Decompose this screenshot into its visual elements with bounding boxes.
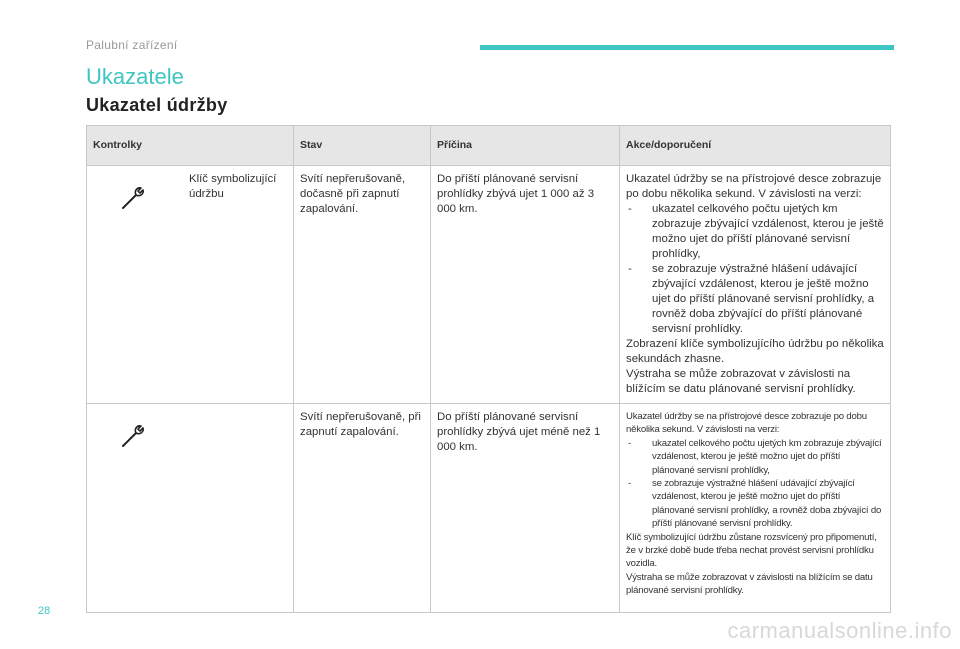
indicator-label: Klíč symbolizující údržbu — [183, 166, 294, 404]
table-header-row — [87, 126, 891, 166]
section-title: Ukazatele — [86, 64, 184, 89]
chapter-title: Palubní zařízení — [86, 38, 178, 52]
akce-outro: Výstraha se může zobrazovat v závislosti na blížícím se datu plánované servisní prohlídky. — [626, 368, 856, 395]
header-pricina: Příčina — [431, 126, 620, 166]
header-accent-bar — [480, 45, 894, 50]
wrench-icon — [119, 184, 147, 212]
stav-cell: Svítí nepřerušovaně, dočasně při zapnutí zapalování. — [294, 166, 431, 404]
header-akce: Akce/doporučení — [620, 126, 891, 166]
indicator-label — [183, 404, 294, 613]
list-item: - se zobrazuje výstražné hlášení udávající zbývající vzdálenost, kterou je ještě možno ujet do příští plánované servisní prohlídky, a rovněž doba zbývající do příští plánované servisní prohlídky. — [626, 477, 884, 531]
header-kontrolky: Kontrolky — [87, 126, 294, 166]
akce-list — [626, 202, 884, 337]
icon-cell — [87, 404, 184, 613]
pricina-cell: Do příští plánované servisní prohlídky zbývá ujet méně než 1 000 km. — [431, 404, 620, 613]
stav-cell: Svítí nepřerušovaně, při zapnutí zapalování. — [294, 404, 431, 613]
page-number: 28 — [38, 605, 51, 617]
akce-outro: Klíč symbolizující údržbu zůstane rozsvícený pro připomenutí, že v brzké době bude třeba nechat provést servisní prohlídku vozidla. — [626, 531, 877, 570]
header-stav: Stav — [294, 126, 431, 166]
akce-intro: Ukazatel údržby se na přístrojové desce zobrazuje po dobu několika sekund. V závislosti na verzi: — [626, 411, 867, 436]
table-row — [87, 166, 891, 404]
subsection-title: Ukazatel údržby — [86, 95, 228, 115]
indicator-table — [86, 125, 891, 613]
akce-list — [626, 437, 884, 531]
table-row — [87, 404, 891, 613]
akce-cell — [620, 404, 891, 613]
icon-cell — [87, 166, 184, 404]
akce-outro: Zobrazení klíče symbolizujícího údržbu po několika sekundách zhasne. — [626, 338, 884, 365]
watermark: carmanualsonline.info — [727, 618, 952, 643]
akce-cell — [620, 166, 891, 404]
pricina-cell: Do příští plánované servisní prohlídky zbývá ujet 1 000 až 3 000 km. — [431, 166, 620, 404]
akce-outro: Výstraha se může zobrazovat v závislosti na blížícím se datu plánované servisní prohlídky. — [626, 571, 873, 597]
list-item: - ukazatel celkového počtu ujetých km zobrazuje zbývající vzdálenost, kterou je ještě možno ujet do příští plánované servisní prohlídky, — [626, 202, 884, 262]
list-item: - ukazatel celkového počtu ujetých km zobrazuje zbývající vzdálenost, kterou je ještě možno ujet do příští plánované servisní prohlídky, — [626, 437, 884, 477]
wrench-icon — [119, 422, 147, 450]
akce-intro: Ukazatel údržby se na přístrojové desce zobrazuje po dobu několika sekund. V závislosti na verzi: — [626, 173, 882, 200]
list-item: - se zobrazuje výstražné hlášení udávající zbývající vzdálenost, kterou je ještě možno ujet do příští plánované servisní prohlídky, a rovněž doba zbývající do příští plánované servisní prohlídky. — [626, 262, 884, 337]
